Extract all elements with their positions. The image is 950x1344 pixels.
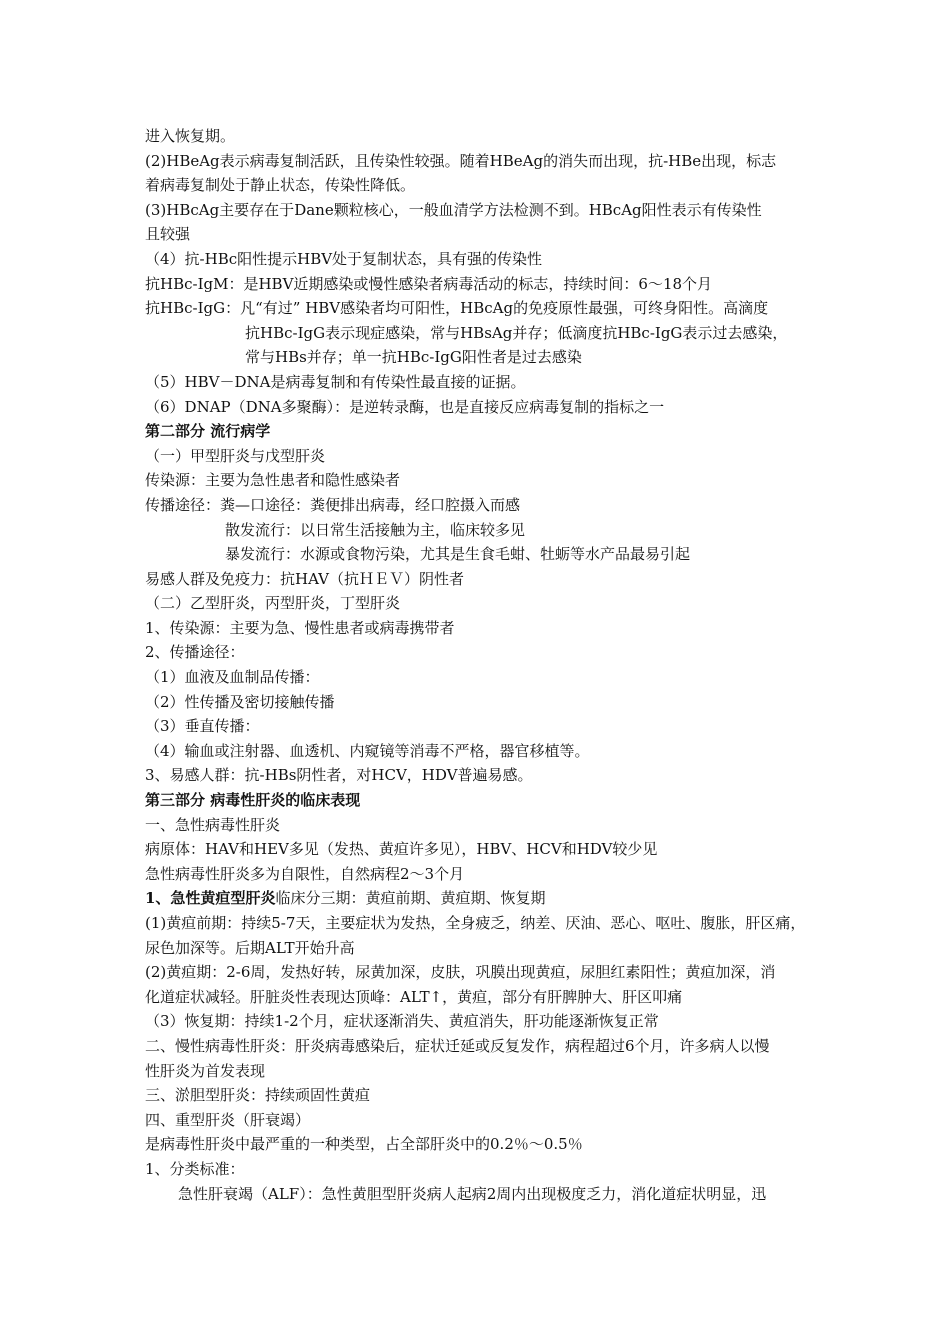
text-line: （4）输血或注射器、血透机、内窥镜等消毒不严格，器官移植等。 xyxy=(145,741,590,760)
text-line-rest: 临床分三期：黄疸前期、黄疸期、恢复期 xyxy=(275,889,546,908)
text-line: （2）性传播及密切接触传播 xyxy=(145,692,335,711)
text-line: 二、慢性病毒性肝炎：肝炎病毒感染后，症状迁延或反复发作，病程超过6个月，许多病人以慢 xyxy=(145,1036,770,1055)
text-line: 进入恢复期。 xyxy=(145,127,236,145)
document-page xyxy=(145,124,815,1206)
text-line: 易感人群及免疫力：抗HAV（抗ＨＥＶ）阴性者 xyxy=(145,569,465,588)
text-line: （4）抗-HBc阳性提示HBV处于复制状态，具有强的传染性 xyxy=(145,249,543,268)
text-line: （1）血液及血制品传播： xyxy=(145,668,320,687)
text-line: (3)HBcAg主要存在于Dane颗粒核心，一般血清学方法检测不到。HBcAg阳性表示有传染性 xyxy=(145,200,762,219)
text-line: 且较强 xyxy=(145,225,191,244)
text-line: 1、分类标准： xyxy=(145,1159,245,1178)
text-line: 传播途径：粪—口途径：粪便排出病毒，经口腔摄入而感 xyxy=(145,495,521,514)
text-line: 急性病毒性肝炎多为自限性，自然病程2～3个月 xyxy=(145,864,465,883)
text-line: 抗HBc-IgG表示现症感染，常与HBsAg并存；低滴度抗HBc-IgG表示过去感染， xyxy=(245,323,788,342)
text-line: （二）乙型肝炎，丙型肝炎，丁型肝炎 xyxy=(145,594,401,613)
section-heading: 第二部分 流行病学 xyxy=(145,422,271,441)
text-line: （5）HBV－DNA是病毒复制和有传染性最直接的证据。 xyxy=(145,372,526,391)
text-line: （一）甲型肝炎与戊型肝炎 xyxy=(145,446,326,465)
text-line: (1)黄疸前期：持续5-7天，主要症状为发热，全身疲乏，纳差、厌油、恶心、呕吐、腹胀，肝区痛， xyxy=(145,914,806,932)
text-line: 抗HBc-IgM：是HBV近期感染或慢性感染者病毒活动的标志，持续时间：6～18个月 xyxy=(145,274,713,293)
text-line: 着病毒复制处于静止状态，传染性降低。 xyxy=(145,176,416,195)
text-line: 一、急性病毒性肝炎 xyxy=(145,815,281,834)
text-line: 抗HBc-IgG：凡“有过” HBV感染者均可阳性，HBcAg的免疫原性最强，可终身阳性。高滴度 xyxy=(145,299,769,318)
section-heading: 第三部分 病毒性肝炎的临床表现 xyxy=(145,791,361,810)
text-line: 暴发流行：水源或食物污染，尤其是生食毛蚶、牡蛎等水产品最易引起 xyxy=(225,545,691,564)
text-line xyxy=(145,886,815,911)
text-line: 2、传播途径： xyxy=(145,643,245,662)
text-line: 化道症状减轻。肝脏炎性表现达顶峰：ALT↑，黄疸，部分有肝脾肿大、肝区叩痛 xyxy=(145,987,683,1006)
text-line: 传染源：主要为急性患者和隐性感染者 xyxy=(145,471,401,490)
text-line: 病原体：HAV和HEV多见（发热、黄疸许多见），HBV、HCV和HDV较少见 xyxy=(145,840,658,859)
text-line: 1、传染源：主要为急、慢性患者或病毒携带者 xyxy=(145,618,455,637)
text-line: （6）DNAP（DNA多聚酶）：是逆转录酶，也是直接反应病毒复制的指标之一 xyxy=(145,397,665,416)
text-line: 性肝炎为首发表现 xyxy=(145,1061,266,1080)
text-line: (2)黄疸期：2-6周，发热好转，尿黄加深，皮肤，巩膜出现黄疸，尿胆红素阳性；黄疸加深，消 xyxy=(145,963,776,982)
bold-prefix: 1、急性黄疸型肝炎 xyxy=(145,889,276,908)
text-line: 急性肝衰竭（ALF）：急性黄胆型肝炎病人起病2周内出现极度乏力，消化道症状明显，迅 xyxy=(178,1184,767,1203)
text-line: 散发流行：以日常生活接触为主，临床较多见 xyxy=(225,520,526,539)
text-line: 尿色加深等。后期ALT开始升高 xyxy=(145,938,355,957)
text-line: 三、淤胆型肝炎：持续顽固性黄疸 xyxy=(145,1086,371,1105)
text-line: 3、易感人群：抗-HBs阴性者，对HCV，HDV普遍易感。 xyxy=(145,766,533,785)
text-line: (2)HBeAg表示病毒复制活跃，且传染性较强。随着HBeAg的消失而出现，抗-HBe出现，标志 xyxy=(145,151,777,170)
text-line: 常与HBs并存；单一抗HBc-IgG阳性者是过去感染 xyxy=(245,348,582,367)
text-line: 四、重型肝炎（肝衰竭） xyxy=(145,1110,311,1129)
text-line: 是病毒性肝炎中最严重的一种类型，占全部肝炎中的0.2％～0.5％ xyxy=(145,1135,583,1154)
text-line: （3）恢复期：持续1-2个月，症状逐渐消失、黄疸消失，肝功能逐渐恢复正常 xyxy=(145,1012,659,1031)
text-line: （3）垂直传播： xyxy=(145,717,260,736)
